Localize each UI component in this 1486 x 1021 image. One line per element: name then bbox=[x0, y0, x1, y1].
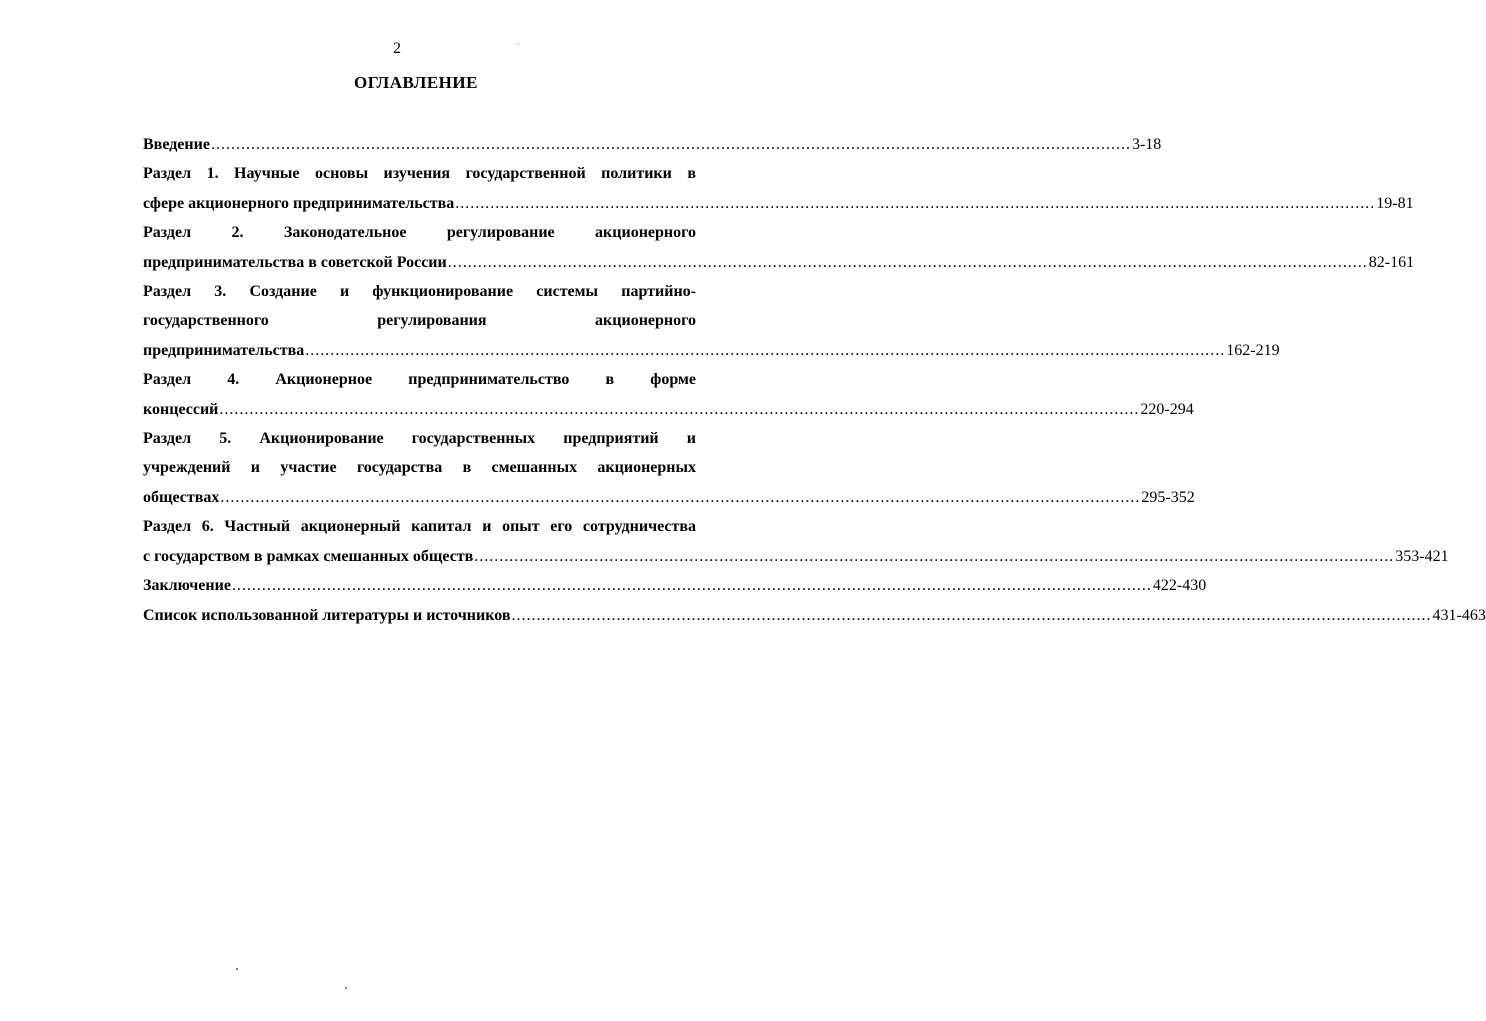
toc-entry-title: Список использованной литературы и источников bbox=[143, 606, 511, 624]
toc-entry-title-line: сфере акционерного предпринимательства bbox=[143, 194, 455, 212]
toc-entry-title: Введение bbox=[143, 136, 210, 153]
dot-leader: ........................................................................................................................................................................................ bbox=[219, 400, 1140, 418]
scan-speck bbox=[518, 43, 519, 44]
dot-leader: ........................................................................................................................................................................................ bbox=[210, 136, 1131, 153]
dot-leader: ........................................................................................................................................................................................ bbox=[305, 341, 1226, 359]
toc-entry-title-line: Раздел 1. Научные основы изучения государственной политики в bbox=[143, 165, 696, 183]
toc-entry-section-1[interactable] bbox=[143, 159, 1414, 218]
toc-page-range: 431-463 bbox=[1432, 606, 1486, 624]
toc-entry-title-line: концессий bbox=[143, 400, 219, 418]
dot-leader: ........................................................................................................................................................................................ bbox=[455, 194, 1376, 212]
toc-page-range: 220-294 bbox=[1140, 400, 1194, 418]
toc-entry-section-5[interactable] bbox=[143, 424, 1195, 512]
toc-entry-title-line: Раздел 2. Законодательное регулирование акционерного bbox=[143, 224, 696, 242]
toc-entry-title-line: учреждений и участие государства в смешанных акционерных bbox=[143, 459, 696, 477]
toc-entry-section-3[interactable] bbox=[143, 277, 1280, 365]
toc-entry-title-line: предпринимательства в советской России bbox=[143, 253, 447, 271]
dot-leader: ........................................................................................................................................................................................ bbox=[474, 547, 1395, 565]
toc-page-range: 353-421 bbox=[1395, 547, 1449, 565]
toc-entry-title-line: Раздел 5. Акционирование государственных предприятий и bbox=[143, 430, 696, 448]
page-title: ОГЛАВЛЕНИЕ bbox=[354, 73, 478, 92]
toc-entry-introduction[interactable] bbox=[143, 130, 1162, 159]
dot-leader: ........................................................................................................................................................................................ bbox=[220, 488, 1141, 506]
toc-entry-section-4[interactable] bbox=[143, 365, 1194, 424]
table-of-contents bbox=[143, 130, 1486, 630]
page-number: 2 bbox=[393, 40, 401, 57]
toc-entry-title-line: предпринимательства bbox=[143, 341, 305, 359]
dot-leader: ........................................................................................................................................................................................ bbox=[447, 253, 1368, 271]
toc-entry-title: Заключение bbox=[143, 577, 231, 595]
scan-speck bbox=[345, 987, 347, 989]
toc-page-range: 19-81 bbox=[1376, 194, 1414, 212]
toc-page-range: 422-430 bbox=[1152, 577, 1207, 595]
toc-entry-title-line: Раздел 3. Создание и функционирование системы партийно- bbox=[143, 283, 696, 301]
toc-entry-references[interactable] bbox=[143, 601, 1486, 630]
dot-leader: ........................................................................................................................................................................................ bbox=[231, 577, 1152, 595]
toc-page-range: 3-18 bbox=[1131, 136, 1162, 153]
toc-entry-title-line: государственного регулирования акционерного bbox=[143, 312, 696, 330]
scan-speck bbox=[236, 968, 238, 970]
toc-entry-section-2[interactable] bbox=[143, 218, 1415, 277]
dot-leader: ........................................................................................................................................................................................ bbox=[511, 606, 1432, 624]
toc-entry-section-6[interactable] bbox=[143, 512, 1449, 571]
toc-entry-title-line: Раздел 6. Частный акционерный капитал и опыт его сотрудничества bbox=[143, 518, 696, 536]
toc-page-range: 82-161 bbox=[1368, 253, 1415, 271]
toc-page-range: 295-352 bbox=[1141, 488, 1195, 506]
toc-page-range: 162-219 bbox=[1226, 341, 1280, 359]
toc-entry-conclusion[interactable] bbox=[143, 571, 1207, 600]
toc-entry-title-line: обществах bbox=[143, 488, 220, 506]
toc-entry-title-line: Раздел 4. Акционерное предпринимательство в форме bbox=[143, 371, 696, 389]
toc-entry-title-line: с государством в рамках смешанных обществ bbox=[143, 547, 474, 565]
